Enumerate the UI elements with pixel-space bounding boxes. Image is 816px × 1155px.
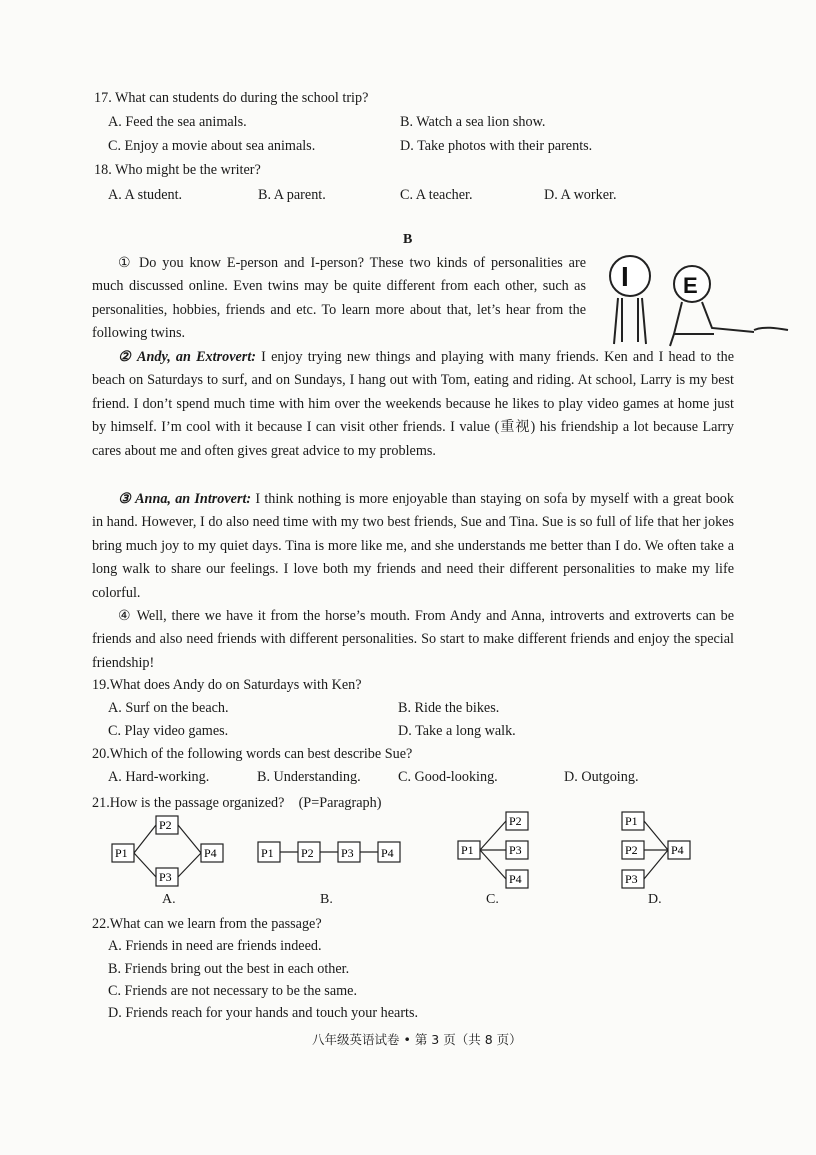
diagram-a xyxy=(110,814,230,894)
diagram-a-label: A. xyxy=(162,892,176,907)
q17-option-c: C. Enjoy a movie about sea animals. xyxy=(108,138,316,154)
paragraph-2-lead: ② Andy, an Extrovert: xyxy=(118,349,256,365)
diagram-d-p3: P3 xyxy=(625,872,638,886)
q21-stem: 21.How is the passage organized? (P=Paragraph) xyxy=(92,795,382,811)
q20-stem: 20.Which of the following words can best describe Sue? xyxy=(92,746,413,762)
q19-stem: 19.What does Andy do on Saturdays with Ken? xyxy=(92,677,362,693)
diagram-d-p4: P4 xyxy=(671,843,684,857)
q17-option-a: A. Feed the sea animals. xyxy=(108,114,247,130)
diagram-b-label: B. xyxy=(320,892,333,907)
q18-option-c: C. A teacher. xyxy=(400,187,473,203)
q18-option-b: B. A parent. xyxy=(258,187,326,203)
diagram-a-p1: P1 xyxy=(115,846,128,860)
q17-stem: 17. What can students do during the school trip? xyxy=(94,90,369,106)
personality-figure xyxy=(604,254,794,359)
diagram-c-p3: P3 xyxy=(509,843,522,857)
q17-option-b: B. Watch a sea lion show. xyxy=(400,114,546,130)
q22-option-b: B. Friends bring out the best in each other. xyxy=(108,961,350,977)
diagram-b-p3: P3 xyxy=(341,846,354,860)
paragraph-3-body: I think nothing is more enjoyable than staying on sofa by myself with a great book in hand. However, I do also need time with my two best friends, Sue and Tina. Sue is so full of life that her jokes bring much joy to my quiet days. Tina is more like me, and she understands me better than I do. We often take a long walk to share our feelings. I love both my friends and need their different personalities to make my life colorful. xyxy=(92,491,734,601)
i-letter: I xyxy=(621,261,629,292)
q20-option-a: A. Hard-working. xyxy=(108,769,210,785)
diagram-c-label: C. xyxy=(486,892,499,907)
q22-option-c: C. Friends are not necessary to be the same. xyxy=(108,983,357,999)
diagram-c xyxy=(456,810,536,895)
diagram-d-p2: P2 xyxy=(625,843,638,857)
diagram-c-p4: P4 xyxy=(509,872,522,886)
q22-option-d: D. Friends reach for your hands and touch your hearts. xyxy=(108,1005,419,1021)
q19-option-a: A. Surf on the beach. xyxy=(108,700,229,716)
paragraph-3-lead: ③ Anna, an Introvert: xyxy=(118,491,252,507)
q20-option-d: D. Outgoing. xyxy=(564,769,639,785)
page-footer: 八年级英语试卷 • 第 3 页（共 8 页） xyxy=(312,1032,522,1047)
q18-option-d: D. A worker. xyxy=(544,187,617,203)
q19-option-b: B. Ride the bikes. xyxy=(398,700,500,716)
diagram-d-p1: P1 xyxy=(625,814,638,828)
paragraph-1: ① Do you know E-person and I-person? These two kinds of personalities are much discussed online. Even twins may be quite different from each other, such as personalities, hobbies, friends and etc. To learn more about that, let’s hear from the following twins. xyxy=(92,255,586,342)
paragraph-4: ④ Well, there we have it from the horse’s mouth. From Andy and Anna, introverts and extroverts can be friends and also need friends with different personalities. So start to make different friends and enjoy the special friendship! xyxy=(92,608,734,671)
section-heading: B xyxy=(403,232,413,247)
e-letter: E xyxy=(683,273,698,298)
diagram-b-p1: P1 xyxy=(261,846,274,860)
paragraph-2-rest: head to the beach on Saturdays to surf, and on Sundays, I hang out with Tom, eating and riding. At school, Larry is my best friend. I don’t spend much time with him over the weekends because he likes to play video games at home just by himself. I’m cool with it because I can visit other friends. I value (重视) his friendship a lot because Larry cares about me and often gives great advice to my problems. xyxy=(92,349,735,459)
diagram-b xyxy=(256,840,406,869)
paragraph-2 xyxy=(92,346,734,463)
q20-option-c: C. Good-looking. xyxy=(398,769,498,785)
q19-option-d: D. Take a long walk. xyxy=(398,723,516,739)
diagram-a-p2: P2 xyxy=(159,818,172,832)
diagram-c-p1: P1 xyxy=(461,843,474,857)
diagram-b-p2: P2 xyxy=(301,846,314,860)
diagram-d-label: D. xyxy=(648,892,662,907)
paragraph-3 xyxy=(92,488,734,605)
q20-option-b: B. Understanding. xyxy=(257,769,361,785)
diagram-a-p4: P4 xyxy=(204,846,217,860)
diagram-c-p2: P2 xyxy=(509,814,522,828)
paragraph-2-line1: I enjoy trying new things and playing with many friends. Ken and I xyxy=(256,349,664,365)
q22-option-a: A. Friends in need are friends indeed. xyxy=(108,938,322,954)
q19-option-c: C. Play video games. xyxy=(108,723,229,739)
q18-option-a: A. A student. xyxy=(108,187,183,203)
diagram-a-p3: P3 xyxy=(159,870,172,884)
q17-option-d: D. Take photos with their parents. xyxy=(400,138,593,154)
q18-stem: 18. Who might be the writer? xyxy=(94,162,261,178)
q22-stem: 22.What can we learn from the passage? xyxy=(92,916,322,932)
diagram-d xyxy=(620,810,700,895)
diagram-b-p4: P4 xyxy=(381,846,394,860)
